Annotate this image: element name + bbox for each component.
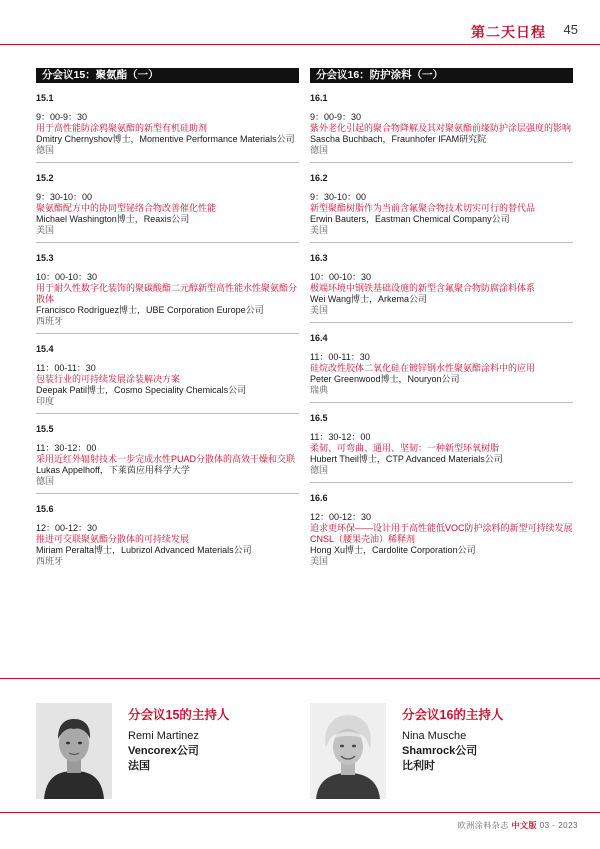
chair-heading: 分会议15的主持人: [128, 708, 230, 722]
talk-divider: [310, 242, 573, 243]
talk-16-5: [310, 413, 573, 483]
talk-time: 9：30-10：00: [310, 192, 367, 202]
talk-title: 新型聚酯树脂作为当前含氟聚合物技术切实可行的替代品: [310, 203, 536, 213]
chair-organization: Shamrock公司: [402, 745, 478, 757]
chair-details: [128, 707, 308, 774]
talk-id: 16.5: [310, 413, 328, 423]
talk-title: 聚氨酯配方中的协同型铋络合物改善催化性能: [36, 203, 217, 213]
chair-heading: 分会议16的主持人: [402, 708, 504, 722]
talk-title: 追求更环保——设计用于高性能低VOC防护涂料的新型可持续发展CNSL（腰果壳油）稀释剂: [310, 523, 573, 544]
talk-time: 12：00-12：30: [310, 512, 372, 522]
talk-divider: [310, 402, 573, 403]
talk-id: 15.1: [36, 93, 54, 103]
talk-id: 16.1: [310, 93, 328, 103]
talk-time: 12：00-12：30: [36, 523, 98, 533]
talk-speaker: Wei Wang博士，Arkema公司: [310, 294, 428, 304]
talk-divider: [36, 493, 299, 494]
talk-id: 16.3: [310, 253, 328, 263]
talk-divider: [36, 333, 299, 334]
chairs-divider: [0, 678, 600, 679]
talk-divider: [36, 162, 299, 163]
footer-issue: 03 - 2023: [539, 821, 578, 830]
talk-country: 美国: [310, 225, 329, 235]
talk-title: 包装行业的可持续发展涂装解决方案: [36, 374, 181, 384]
chair-portrait-female: [310, 703, 386, 799]
footer-edition: 中文版: [511, 821, 537, 830]
session-16-column: [310, 68, 573, 577]
talk-speaker: Peter Greenwood博士，Nouryon公司: [310, 374, 460, 384]
talk-country: 德国: [310, 465, 329, 475]
talk-divider: [310, 482, 573, 483]
talk-title: 用于高性能防涂鸦聚氨酯的新型有机硅助剂: [36, 123, 208, 133]
talk-speaker: Erwin Bauters，Eastman Chemical Company公司: [310, 214, 510, 224]
talk-title: 极端环境中钢铁基础设施的新型含氟聚合物防腐涂料体系: [310, 283, 536, 293]
talk-title: 用于耐久性数字化装饰的聚碳酸酯二元醇新型高性能水性聚氨酯分散体: [36, 283, 298, 304]
talk-time: 10：00-10：30: [36, 272, 98, 282]
talk-divider: [310, 322, 573, 323]
talk-title: 紫外老化引起的聚合物降解及其对聚氨酯前缘防护涂层强度的影响: [310, 123, 572, 133]
talk-country: 瑞典: [310, 385, 329, 395]
talk-country: 美国: [310, 556, 329, 566]
talk-divider: [36, 242, 299, 243]
chair-country: 比利时: [402, 760, 435, 772]
talk-country: 德国: [36, 145, 55, 155]
talk-15-5: [36, 424, 299, 494]
talk-country: 西班牙: [36, 556, 64, 566]
talk-15-2: [36, 173, 299, 243]
talk-title: 硅烷改性胶体二氧化硅在镀锌钢水性聚氨酯涂料中的应用: [310, 363, 536, 373]
chair-country: 法国: [128, 760, 150, 772]
talk-time: 9：30-10：00: [36, 192, 93, 202]
talk-id: 15.2: [36, 173, 54, 183]
talk-time: 9：00-9：30: [36, 112, 88, 122]
chair-organization: Vencorex公司: [128, 745, 199, 757]
talk-16-4: [310, 333, 573, 403]
talk-id: 16.2: [310, 173, 328, 183]
session-16-header: 分会议16：防护涂料（一）: [310, 68, 573, 83]
talk-id: 15.6: [36, 504, 54, 514]
talk-speaker: Hubert Theil博士，CTP Advanced Materials公司: [310, 454, 503, 464]
talk-speaker: Michael Washington博士，Reaxis公司: [36, 214, 190, 224]
chair-name: Nina Musche: [402, 730, 467, 742]
header-divider: [0, 44, 600, 45]
talk-time: 10：00-10：30: [310, 272, 372, 282]
talk-country: 德国: [36, 476, 55, 486]
talk-speaker: Francisco Rodríguez博士，UBE Corporation Europe公司: [36, 305, 264, 315]
footer-divider: [0, 812, 600, 813]
talk-speaker: Miriam Peralta博士，Lubrizol Advanced Materials公司: [36, 545, 252, 555]
talk-speaker: Dmitry Chernyshov博士，Momentive Performance Materials公司: [36, 134, 295, 144]
talk-16-1: [310, 93, 573, 163]
talk-id: 15.4: [36, 344, 54, 354]
talk-16-6: [310, 493, 573, 567]
talk-country: 美国: [310, 305, 329, 315]
talk-time: 11：30-12：00: [36, 443, 97, 453]
talk-id: 15.3: [36, 253, 54, 263]
talk-time: 11：30-12：00: [310, 432, 371, 442]
talk-time: 9：00-9：30: [310, 112, 362, 122]
chair-details: [402, 707, 582, 774]
talk-id: 15.5: [36, 424, 54, 434]
chair-portrait-male: [36, 703, 112, 799]
talk-16-3: [310, 253, 573, 323]
talk-title: 柔韧、可弯曲、通用、坚韧：一种新型环氧树脂: [310, 443, 500, 453]
talk-title: 采用近红外辐射技术一步完成水性PUAD分散体的高效干燥和交联: [36, 454, 296, 464]
talk-16-2: [310, 173, 573, 243]
talk-time: 11：00-11：30: [310, 352, 370, 362]
talk-time: 11：00-11：30: [36, 363, 96, 373]
talk-title: 推进可交联聚氨酯分散体的可持续发展: [36, 534, 190, 544]
session-15-header: 分会议15：聚氨酯（一）: [36, 68, 299, 83]
page-section-title: 第二天日程: [471, 24, 546, 40]
talk-speaker: Deepak Patil博士，Cosmo Speciality Chemicals公司: [36, 385, 247, 395]
talk-divider: [310, 162, 573, 163]
talk-15-1: [36, 93, 299, 163]
talk-country: 美国: [36, 225, 55, 235]
talk-speaker: Hong Xu博士，Cardolite Corporation公司: [310, 545, 476, 555]
chair-name: Remi Martinez: [128, 730, 199, 742]
talk-id: 16.6: [310, 493, 328, 503]
footer-magazine: 欧洲涂料杂志: [457, 821, 509, 830]
talk-country: 德国: [310, 145, 329, 155]
talk-speaker: Sascha Buchbach，Fraunhofer IFAM研究院: [310, 134, 487, 144]
talk-id: 16.4: [310, 333, 328, 343]
talk-speaker: Lukas Appelhoff，下莱茵应用科学大学: [36, 465, 190, 475]
talk-country: 西班牙: [36, 316, 64, 326]
session-15-column: [36, 68, 299, 577]
talk-country: 印度: [36, 396, 55, 406]
talk-15-6: [36, 504, 299, 567]
talk-divider: [36, 413, 299, 414]
footer: [458, 820, 578, 831]
talk-15-4: [36, 344, 299, 414]
page-number: 45: [563, 22, 578, 37]
talk-15-3: [36, 253, 299, 334]
